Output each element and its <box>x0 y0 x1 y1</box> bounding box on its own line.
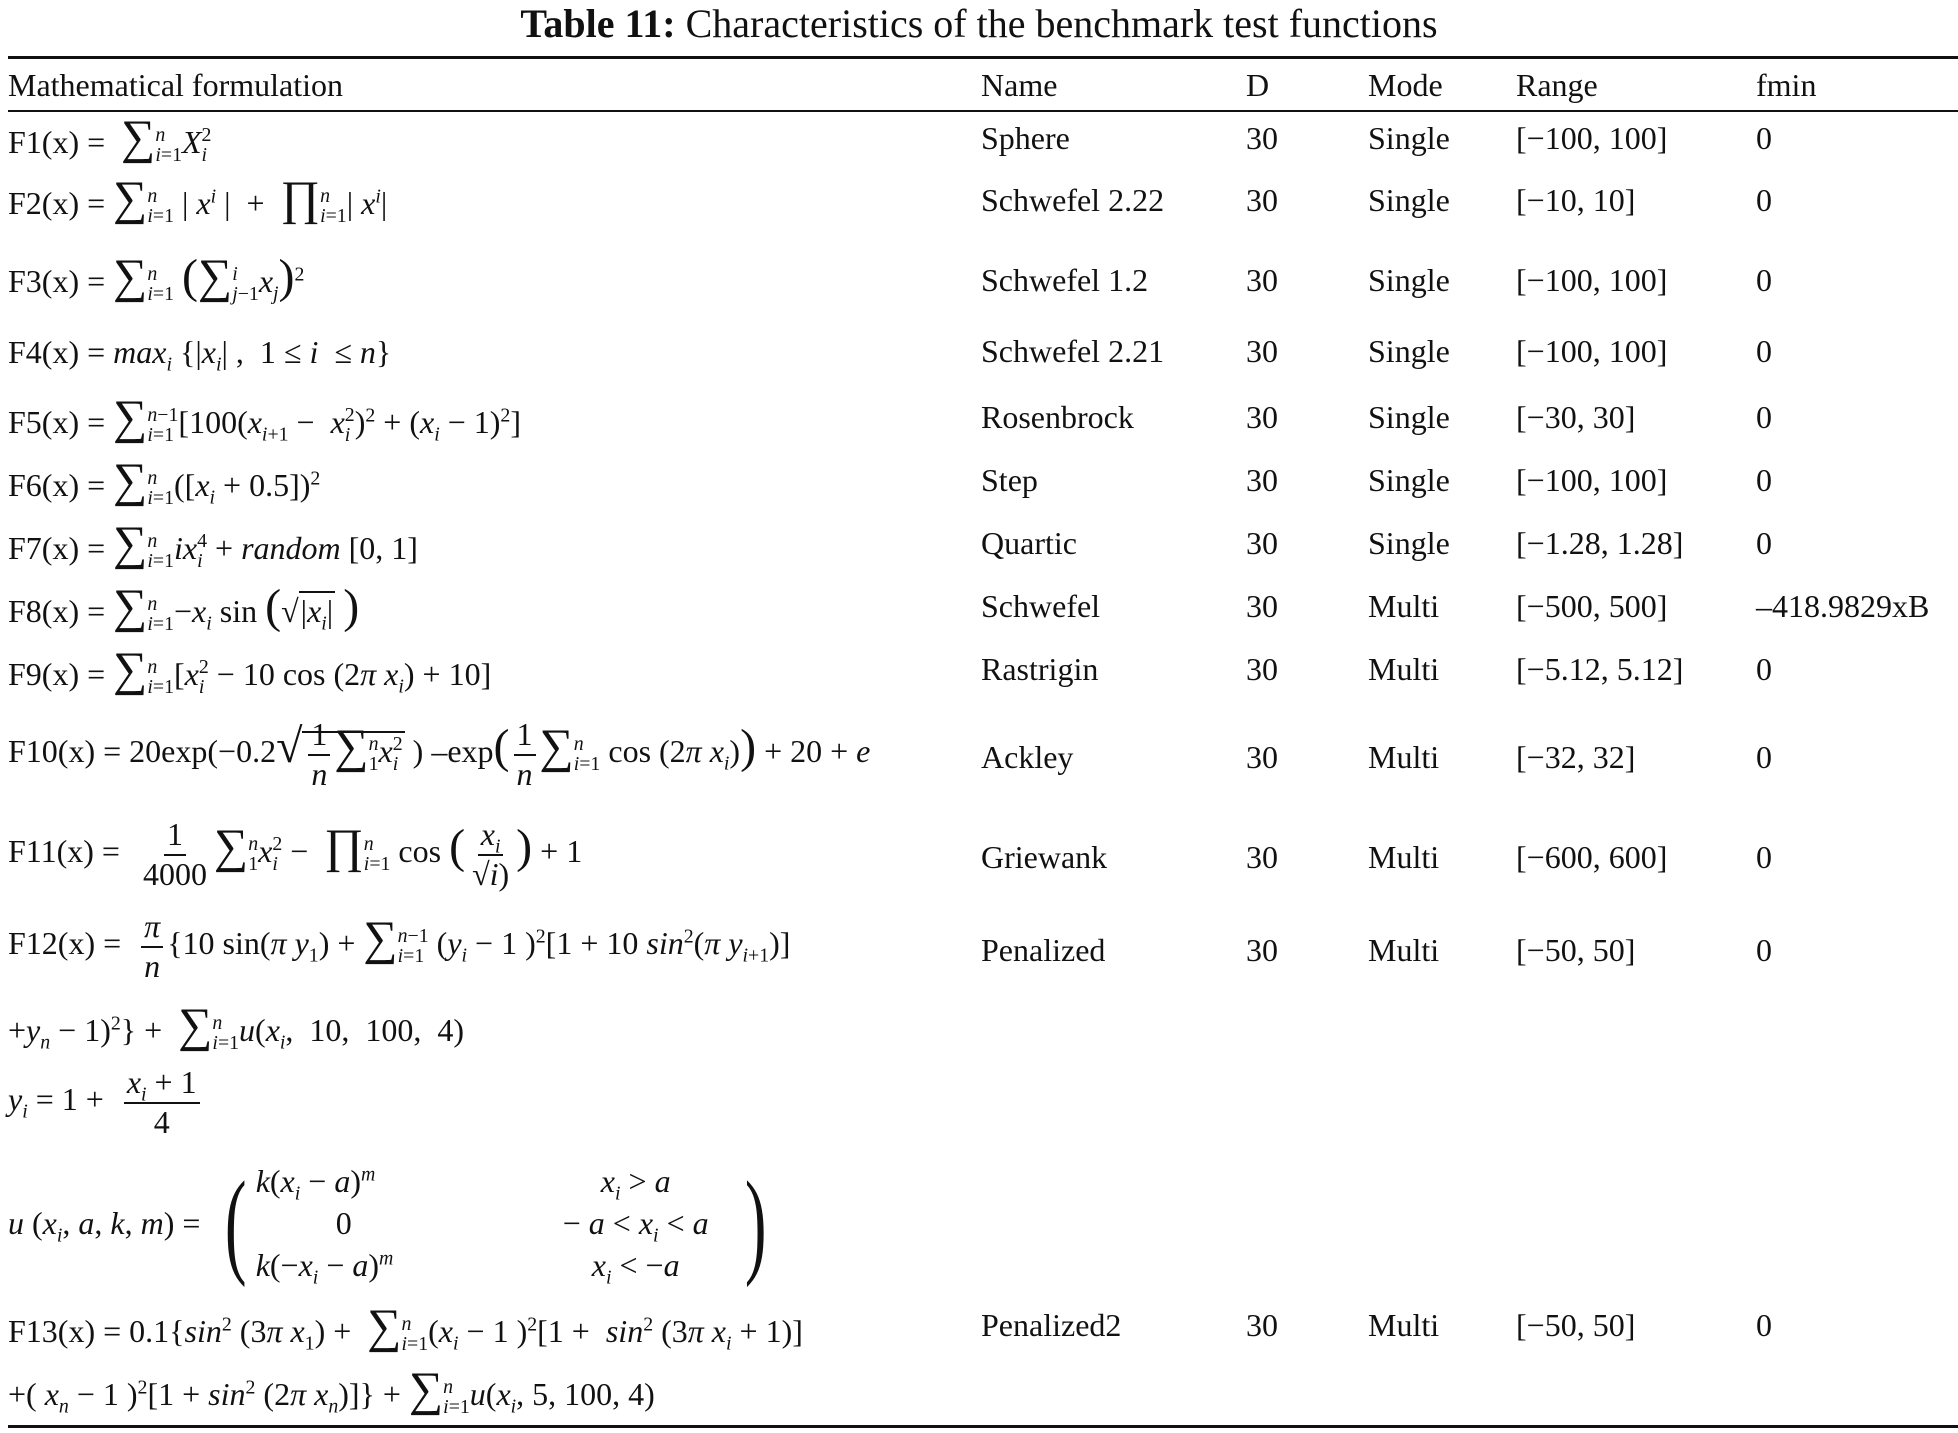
row-f1-fmin: 0 <box>1756 120 1772 156</box>
row-f11-range: [−600, 600] <box>1516 839 1668 875</box>
row-f4-mode: Single <box>1368 333 1450 369</box>
row-f10-name: Ackley <box>981 739 1074 775</box>
row-f2-name: Schwefel 2.22 <box>981 182 1165 218</box>
row-f13-fmin: 0 <box>1756 1307 1772 1343</box>
row-f12-mode: Multi <box>1368 932 1440 968</box>
row-f1-range: [−100, 100] <box>1516 120 1668 156</box>
header-range: Range <box>1516 67 1598 103</box>
row-f3-range: [−100, 100] <box>1516 262 1668 298</box>
caption-text: Characteristics of the benchmark test functions <box>685 1 1438 46</box>
row-f11-name: Griewank <box>981 839 1108 875</box>
header-rule <box>8 110 1958 112</box>
row-f11-d: 30 <box>1246 839 1278 875</box>
row-f7-name: Quartic <box>981 525 1077 561</box>
row-f5-name: Rosenbrock <box>981 399 1134 435</box>
row-f2-mode: Single <box>1368 182 1450 218</box>
row-f1-name: Sphere <box>981 120 1070 156</box>
header-name: Name <box>981 67 1058 103</box>
formula-f12: F12(x) = $\frac{\pi}{n}$ {10 sin(π $y_1$) + ∑ n−1 i=1 ($y_i - 1$ )$^2$[1 + 10 $\sin^2(\pi$ $y_{i+1}$)] <box>8 908 791 984</box>
row-f2-fmin: 0 <box>1756 182 1772 218</box>
row-f2-range: [−10, 10] <box>1516 182 1636 218</box>
formula-yi-def: $y_i = 1$ + $\frac{x_i + 1}{4}$ <box>8 1066 204 1139</box>
row-f8-d: 30 <box>1246 588 1278 624</box>
row-f3-d: 30 <box>1246 262 1278 298</box>
row-f8-fmin: –418.9829xB <box>1756 588 1930 624</box>
formula-f9: F9(x) = ∑ n i=1 [x 2 i − 10 cos (2π $x_i) + 10$] <box>8 643 492 698</box>
row-f5-fmin: 0 <box>1756 399 1772 435</box>
row-f3-mode: Single <box>1368 262 1450 298</box>
row-f10-range: [−32, 32] <box>1516 739 1636 775</box>
row-f6-mode: Single <box>1368 462 1450 498</box>
row-f7-mode: Single <box>1368 525 1450 561</box>
header-fmin: fmin <box>1756 67 1817 103</box>
row-f9-d: 30 <box>1246 651 1278 687</box>
row-f7-d: 30 <box>1246 525 1278 561</box>
row-f13-d: 30 <box>1246 1307 1278 1343</box>
row-f4-d: 30 <box>1246 333 1278 369</box>
formula-u-def: u ($x_i$, a, k, m) = ( $k(x_i - a)^m$ $x_i > a$ 0 − $a < x_i < a$ $k(-x_i - a)^m$ $x_i < -a$ ) <box>8 1157 767 1289</box>
header-d: D <box>1246 67 1270 103</box>
row-f12-range: [−50, 50] <box>1516 932 1636 968</box>
row-f8-mode: Multi <box>1368 588 1440 624</box>
formula-f11: F11(x) = $\frac{1}{4000}$ ∑ n 1 x 2 i − ∏ n i=1 cos ( $\frac{x_i}{√i)}$ ) + 1 <box>8 816 583 892</box>
header-mode: Mode <box>1368 67 1443 103</box>
row-f7-fmin: 0 <box>1756 525 1772 561</box>
row-f11-mode: Multi <box>1368 839 1440 875</box>
row-f13-mode: Multi <box>1368 1307 1440 1343</box>
row-f12-d: 30 <box>1246 932 1278 968</box>
row-f1-mode: Single <box>1368 120 1450 156</box>
row-f5-mode: Single <box>1368 399 1450 435</box>
formula-f12-cont: $+y_n - 1)^2$} + ∑ n i=1 $u(x_i$, 10, 100, 4) <box>8 999 465 1054</box>
row-f4-name: Schwefel 2.21 <box>981 333 1165 369</box>
formula-f4: $F4(x) = \max_i \{|x_i|$ , 1 ≤ i ≤ n} <box>8 334 392 376</box>
row-f5-range: [−30, 30] <box>1516 399 1636 435</box>
row-f12-fmin: 0 <box>1756 932 1772 968</box>
row-f3-fmin: 0 <box>1756 262 1772 298</box>
formula-f5: F5(x) = ∑ n−1 i=1 [$100(x_{i+1} - x$ 2 i )$^2 + (x_i - 1)^2$] <box>8 391 521 446</box>
row-f5-d: 30 <box>1246 399 1278 435</box>
formula-f13-cont: +( $x_n - 1$ )$^2[1 + \sin^2 (2\pi$ $x_n$)]} + ∑ n i=1 $u(x_i$, 5, 100, 4) <box>8 1363 655 1418</box>
row-f12-name: Penalized <box>981 932 1106 968</box>
row-f7-range: [−1.28, 1.28] <box>1516 525 1684 561</box>
formula-f8: F8(x) = ∑ n i=1 $-x_i$ $\sin (√|x_i|$ ) <box>8 580 360 635</box>
formula-f13: $F13(x) = 0.1\{\sin^2$ (3π $x_1$) + ∑ n i=1 ($x_i - 1$ )$^2[1 + \sin^2 (3\pi$ $x_i + 1$)] <box>8 1300 803 1355</box>
row-f8-name: Schwefel <box>981 588 1101 624</box>
header-formulation: Mathematical formulation <box>8 67 343 103</box>
caption-label: Table 11: <box>520 1 676 46</box>
row-f6-name: Step <box>981 462 1038 498</box>
top-rule <box>8 56 1958 59</box>
formula-f1: F1(x) = ∑ n i=1 X 2 i <box>8 111 212 166</box>
row-f9-mode: Multi <box>1368 651 1440 687</box>
row-f2-d: 30 <box>1246 182 1278 218</box>
bottom-rule <box>8 1425 1958 1428</box>
row-f10-mode: Multi <box>1368 739 1440 775</box>
table-caption <box>0 0 1958 52</box>
formula-f10: F10(x) = 20exp(−0.2√ $\frac{1}{n}$ ∑ n 1 x 2 i ) –exp( $\frac{1}{n}$ ∑ n i=1 cos (2π $x_i)) + 20 + e$ <box>8 716 871 792</box>
row-f4-fmin: 0 <box>1756 333 1772 369</box>
row-f13-range: [−50, 50] <box>1516 1307 1636 1343</box>
formula-f2: F2(x) = ∑ n i=1 | $x^i$ | + ∏ n i=1 | $x^i|$ <box>8 172 388 227</box>
row-f10-fmin: 0 <box>1756 739 1772 775</box>
row-f10-d: 30 <box>1246 739 1278 775</box>
row-f9-fmin: 0 <box>1756 651 1772 687</box>
row-f3-name: Schwefel 1.2 <box>981 262 1149 298</box>
row-f11-fmin: 0 <box>1756 839 1772 875</box>
row-f6-d: 30 <box>1246 462 1278 498</box>
formula-f3: F3(x) = ∑ n i=1 (∑ i j−1 $x_j)^2$ <box>8 250 305 305</box>
row-f8-range: [−500, 500] <box>1516 588 1668 624</box>
row-f13-name: Penalized2 <box>981 1307 1122 1343</box>
row-f6-range: [−100, 100] <box>1516 462 1668 498</box>
row-f6-fmin: 0 <box>1756 462 1772 498</box>
row-f9-range: [−5.12, 5.12] <box>1516 651 1684 687</box>
row-f4-range: [−100, 100] <box>1516 333 1668 369</box>
formula-f7: F7(x) = ∑ n i=1 ix 4 i + random [0, 1] <box>8 517 418 572</box>
formula-f6: F6(x) = ∑ n i=1 $([x_i + 0.5])^2$ <box>8 454 321 509</box>
row-f9-name: Rastrigin <box>981 651 1099 687</box>
row-f1-d: 30 <box>1246 120 1278 156</box>
